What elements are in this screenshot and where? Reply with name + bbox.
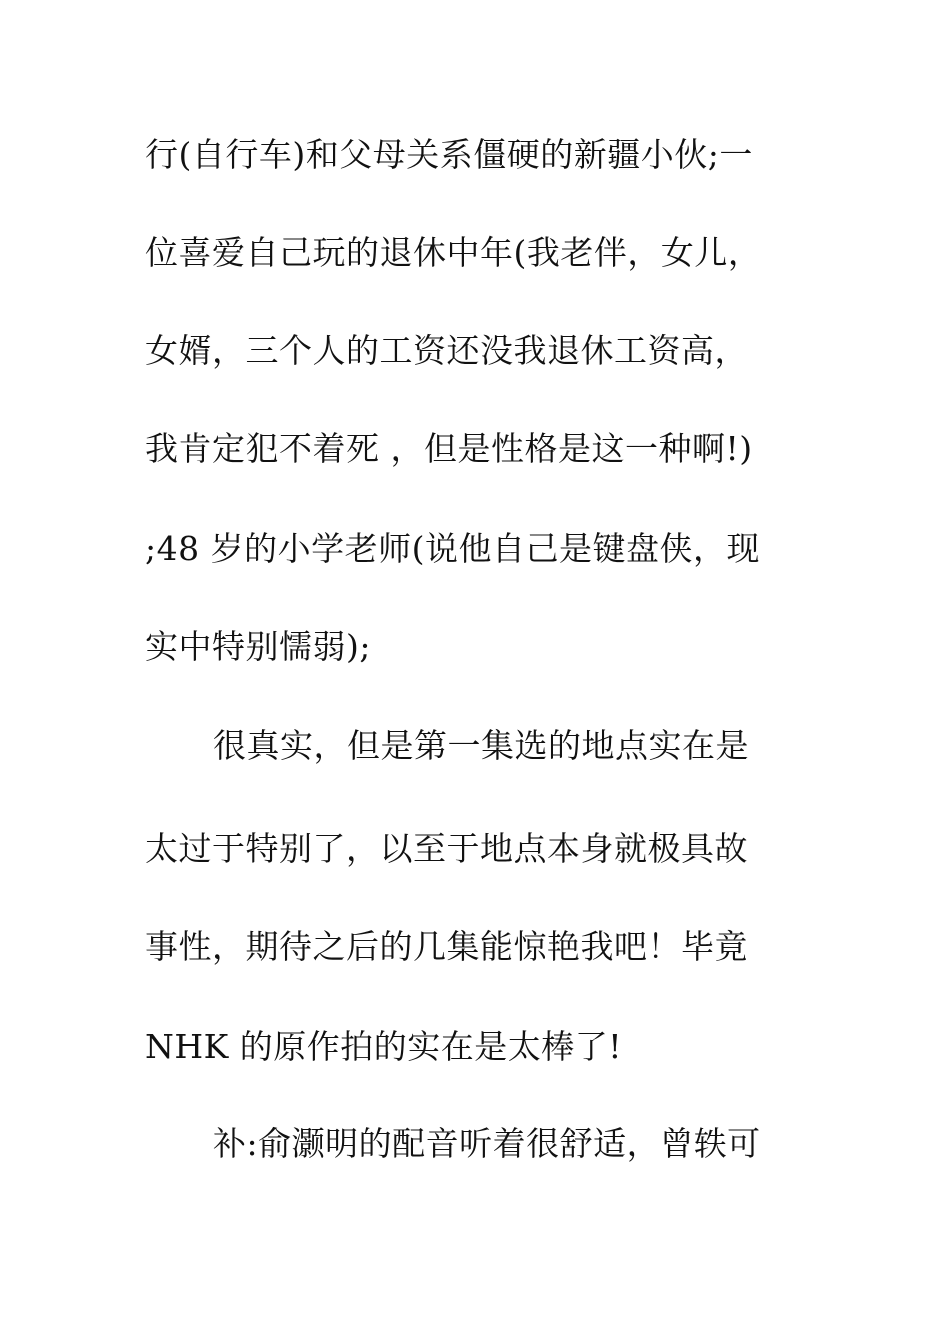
text-line-10: NHK 的原作拍的实在是太棒了!	[145, 1027, 623, 1066]
paragraph-first-line: 很真实，但是第一集选的地点实在是	[213, 726, 749, 765]
text-line-1: 行(自行车)和父母关系僵硬的新疆小伙;一	[145, 135, 753, 174]
text-line-3: 女婿，三个人的工资还没我退休工资高，	[145, 331, 748, 370]
text-line-4: 我肯定犯不着死 ，但是性格是这一种啊!)	[145, 429, 753, 468]
text-line-6: 实中特别懦弱);	[145, 627, 371, 666]
text-line-9: 事性，期待之后的几集能惊艳我吧！毕竟	[145, 927, 748, 966]
text-line-2: 位喜爱自己玩的退休中年(我老伴，女儿，	[145, 233, 762, 272]
text-line-5: ;48 岁的小学老师(说他自己是键盘侠，现	[145, 529, 760, 568]
supplement-line: 补:俞灏明的配音听着很舒适，曾轶可	[213, 1124, 761, 1163]
text-line-8: 太过于特别了，以至于地点本身就极具故	[145, 829, 748, 868]
